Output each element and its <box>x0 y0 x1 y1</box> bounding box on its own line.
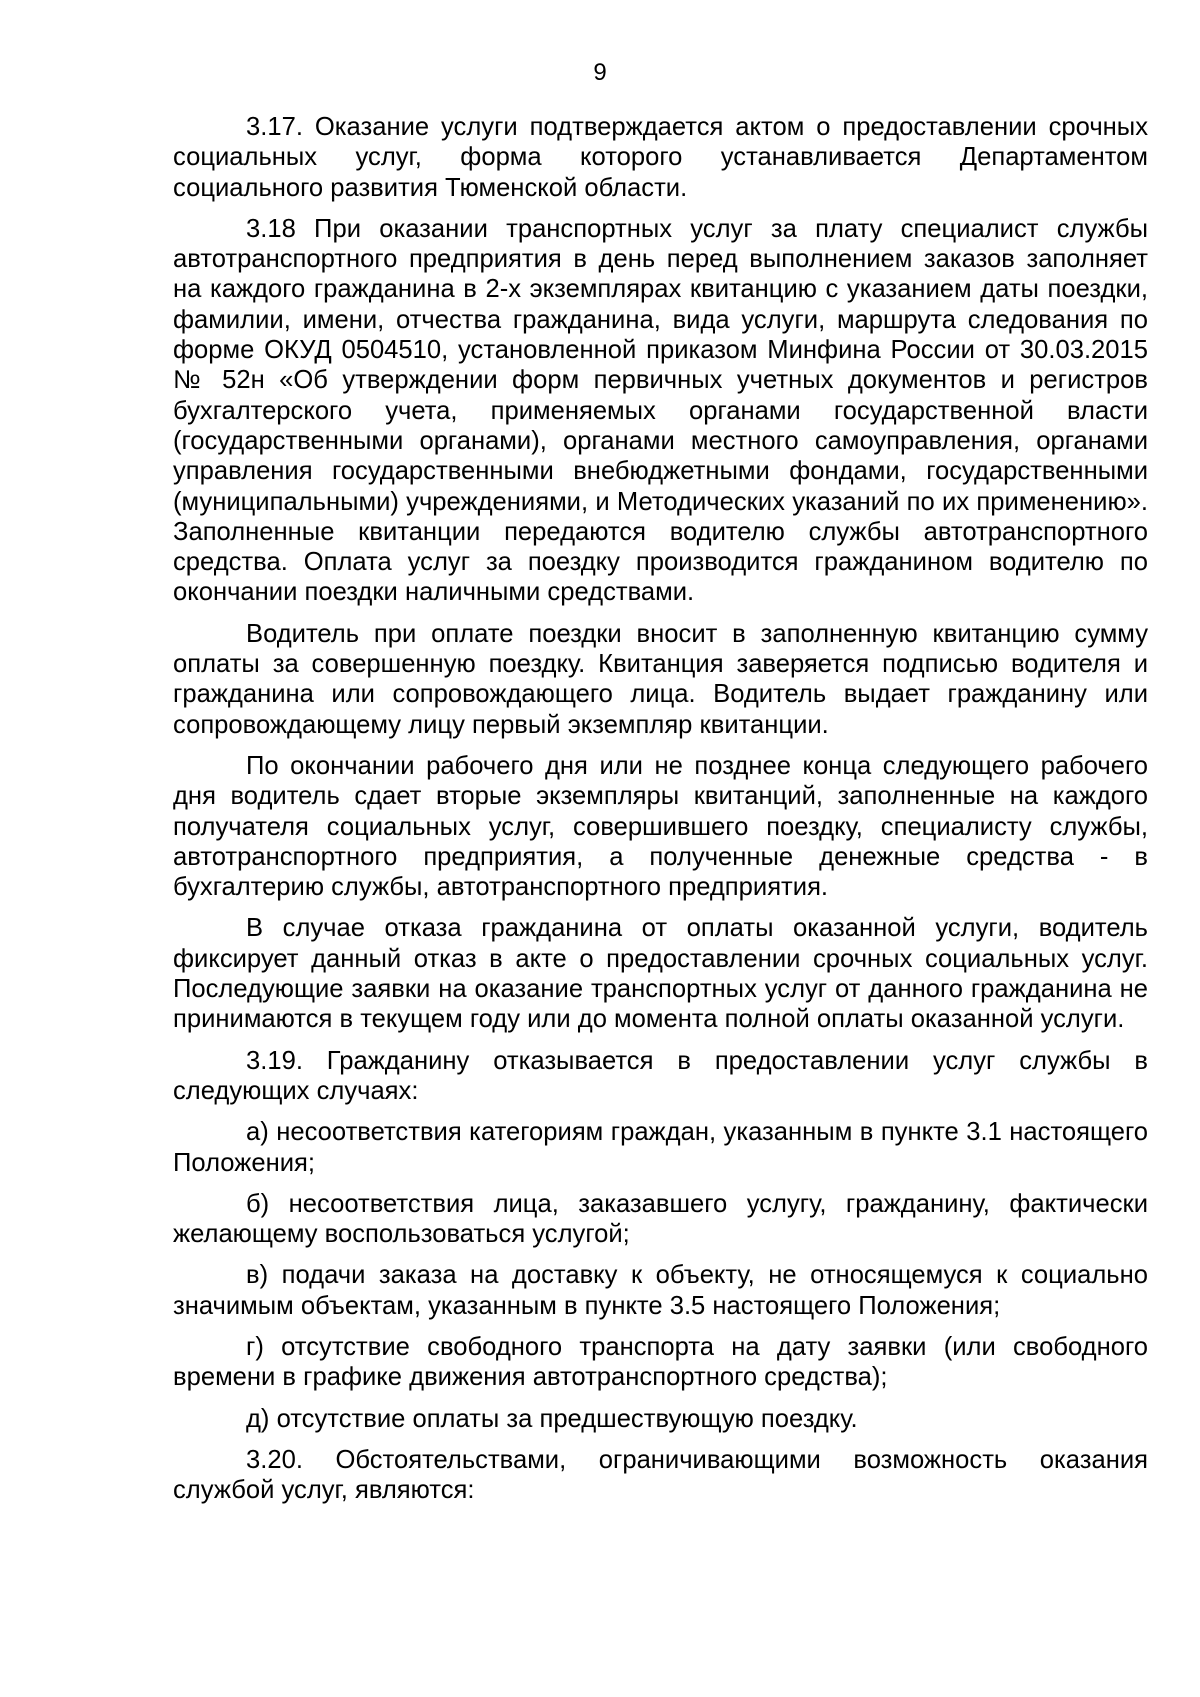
paragraph-3-17: 3.17. Оказание услуги подтверждается актом о предоставлении срочных социальных услуг, форма которого устанавливается Департаментом социального развития Тюменской области. <box>173 113 1148 202</box>
document-body <box>173 112 1148 1516</box>
list-item-b: б) несоответствия лица, заказавшего услугу, гражданину, фактически желающему воспользоваться услугой; <box>173 1189 1148 1249</box>
paragraph-payment-refusal: В случае отказа гражданина от оплаты оказанной услуги, водитель фиксирует данный отказ в акте о предоставлении срочных социальных услуг. Последующие заявки на оказание транспортных услуг от данного гражданина не принимаются в текущем году или до момента полной оплаты оказанной услуги. <box>173 914 1148 1034</box>
list-item-g: г) отсутствие свободного транспорта на дату заявки (или свободного времени в графике движения автотранспортного средства); <box>173 1332 1148 1392</box>
paragraph-3-18: 3.18 При оказании транспортных услуг за плату специалист службы автотранспортного предприятия в день перед выполнением заказов заполняет на каждого гражданина в 2-х экземплярах квитанцию с указанием даты поездки, фамилии, имени, отчества гражданина, вида услуги, маршрута следования по форме ОКУД 0504510, установленной приказом Минфина России от 30.03.2015 № 52н «Об утверждении форм первичных учетных документов и регистров бухгалтерского учета, применяемых органами государственной власти (государственными органами), органами местного самоуправления, органами управления государственными внебюджетными фондами, государственными (муниципальными) учреждениями, и Методических указаний по их применению». Заполненные квитанции передаются водителю службы автотранспортного средства. Оплата услуг за поездку производится гражданином водителю по окончании поездки наличными средствами. <box>173 214 1148 607</box>
paragraph-end-of-day: По окончании рабочего дня или не позднее конца следующего рабочего дня водитель сдает вторые экземпляры квитанций, заполненные на каждого получателя социальных услуг, совершившего поездку, специалисту службы, автотранспортного предприятия, а полученные денежные средства - в бухгалтерию службы, автотранспортного предприятия. <box>173 751 1148 902</box>
paragraph-3-20: 3.20. Обстоятельствами, ограничивающими возможность оказания службой услуг, являются: <box>173 1445 1148 1505</box>
list-item-a: а) несоответствия категориям граждан, указанным в пункте 3.1 настоящего Положения; <box>173 1118 1148 1177</box>
list-item-d: д) отсутствие оплаты за предшествующую поездку. <box>246 1404 858 1433</box>
list-item-v: в) подачи заказа на доставку к объекту, не относящемуся к социально значимым объектам, указанным в пункте 3.5 настоящего Положения; <box>173 1261 1148 1320</box>
paragraph-3-19: 3.19. Гражданину отказывается в предоставлении услуг службы в следующих случаях: <box>173 1046 1148 1105</box>
paragraph-driver-payment: Водитель при оплате поездки вносит в заполненную квитанцию сумму оплаты за совершенную поездку. Квитанция заверяется подписью водителя и гражданина или сопровождающего лица. Водитель выдает гражданину или сопровождающему лицу первый экземпляр квитанции. <box>173 619 1148 739</box>
page-number: 9 <box>593 59 607 86</box>
